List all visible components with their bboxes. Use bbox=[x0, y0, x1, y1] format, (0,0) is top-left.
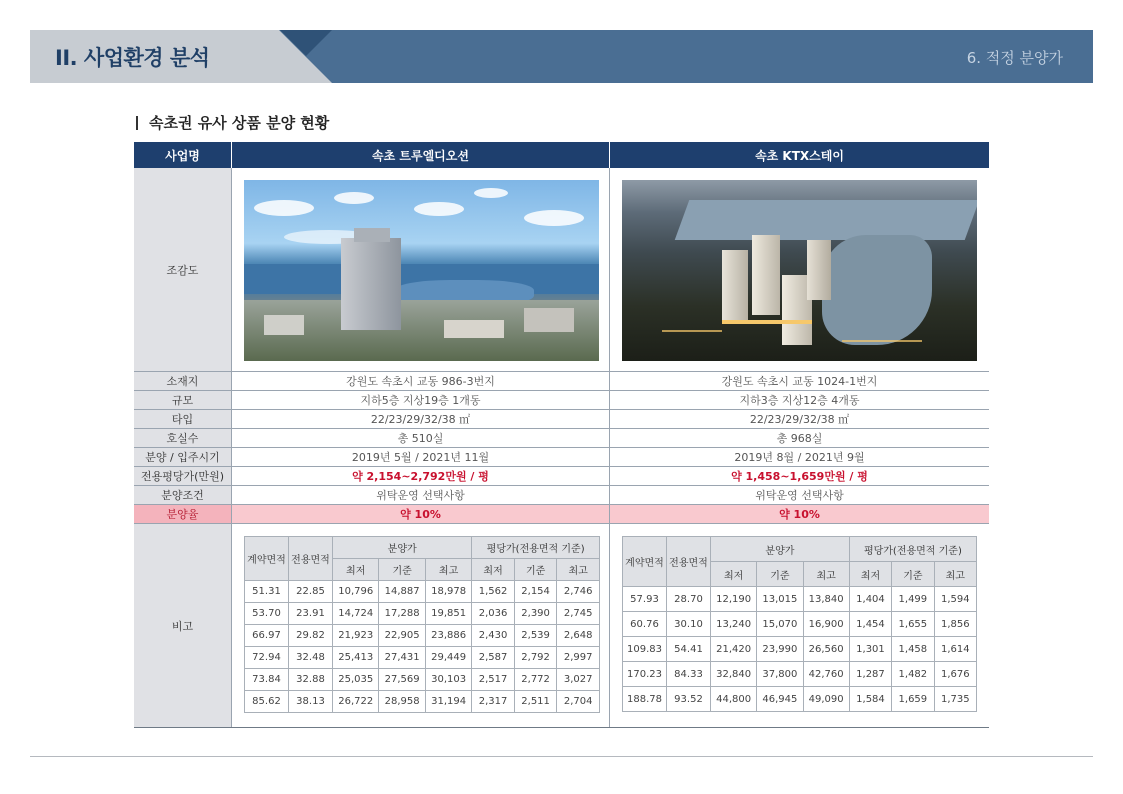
table-cell: 13,240 bbox=[711, 612, 757, 637]
table-cell: 30,103 bbox=[425, 669, 471, 691]
table-cell: 1,301 bbox=[849, 637, 891, 662]
table-row-highlight bbox=[134, 505, 989, 524]
footer-divider bbox=[30, 756, 1093, 757]
table-row bbox=[245, 669, 600, 691]
row-value-b: 약 1,458~1,659만원 / 평 bbox=[731, 470, 868, 483]
table-cell: 2,704 bbox=[557, 691, 600, 713]
table-cell: 42,760 bbox=[803, 662, 849, 687]
table-cell: 2,772 bbox=[514, 669, 557, 691]
row-value-a: 약 10% bbox=[232, 505, 610, 523]
table-cell: 1,454 bbox=[849, 612, 891, 637]
col-price: 분양가 bbox=[333, 537, 472, 559]
table-row bbox=[245, 603, 600, 625]
table-cell: 25,035 bbox=[333, 669, 379, 691]
table-cell: 2,587 bbox=[472, 647, 515, 669]
table-cell: 3,027 bbox=[557, 669, 600, 691]
row-label: 소재지 bbox=[134, 372, 232, 390]
table-cell: 2,317 bbox=[472, 691, 515, 713]
table-cell: 54.41 bbox=[667, 637, 711, 662]
table-cell: 30.10 bbox=[667, 612, 711, 637]
table-cell: 13,840 bbox=[803, 587, 849, 612]
page-header bbox=[30, 30, 1093, 83]
row-value-b: 약 10% bbox=[610, 505, 989, 523]
table-cell: 1,404 bbox=[849, 587, 891, 612]
table-cell: 1,659 bbox=[892, 687, 934, 712]
row-label: 호실수 bbox=[134, 429, 232, 447]
table-cell: 14,724 bbox=[333, 603, 379, 625]
subsection-label: 6. 적정 분양가 bbox=[966, 49, 1063, 67]
table-cell: 1,856 bbox=[934, 612, 976, 637]
table-cell: 66.97 bbox=[245, 625, 289, 647]
note-row-label: 비고 bbox=[134, 524, 232, 727]
table-cell: 2,997 bbox=[557, 647, 600, 669]
header-project-a: 속초 트루엘디오션 bbox=[232, 142, 610, 168]
header-project-b: 속초 KTX스테이 bbox=[610, 142, 989, 168]
table-cell: 2,539 bbox=[514, 625, 557, 647]
table-row bbox=[134, 486, 989, 505]
table-cell: 21,923 bbox=[333, 625, 379, 647]
col-price-per-pyeong: 평당가(전용면적 기준) bbox=[472, 537, 600, 559]
row-label: 분양조건 bbox=[134, 486, 232, 504]
table-cell: 2,746 bbox=[557, 581, 600, 603]
price-table-b bbox=[622, 536, 977, 712]
table-cell: 32.88 bbox=[289, 669, 333, 691]
table-cell: 44,800 bbox=[711, 687, 757, 712]
table-cell: 13,015 bbox=[757, 587, 803, 612]
table-cell: 29.82 bbox=[289, 625, 333, 647]
row-label: 분양 / 입주시기 bbox=[134, 448, 232, 466]
table-row bbox=[134, 391, 989, 410]
col-base: 기준 bbox=[757, 562, 803, 587]
col-exclusive-area: 전용면적 bbox=[667, 537, 711, 587]
table-row bbox=[623, 662, 977, 687]
table-cell: 27,569 bbox=[379, 669, 425, 691]
table-cell: 12,190 bbox=[711, 587, 757, 612]
table-row bbox=[623, 612, 977, 637]
rendering-image-a bbox=[244, 180, 599, 361]
table-cell: 25,413 bbox=[333, 647, 379, 669]
row-value-b: 강원도 속초시 교동 1024-1번지 bbox=[721, 375, 878, 388]
table-cell: 2,792 bbox=[514, 647, 557, 669]
row-value-a: 강원도 속초시 교동 986-3번지 bbox=[232, 372, 610, 390]
table-cell: 84.33 bbox=[667, 662, 711, 687]
table-cell: 1,676 bbox=[934, 662, 976, 687]
table-cell: 2,745 bbox=[557, 603, 600, 625]
row-label: 분양율 bbox=[134, 505, 232, 523]
row-value-a: 2019년 5월 / 2021년 11월 bbox=[232, 448, 610, 466]
table-row bbox=[245, 625, 600, 647]
table-cell: 28.70 bbox=[667, 587, 711, 612]
col-base: 기준 bbox=[379, 559, 425, 581]
col-price-per-pyeong: 평당가(전용면적 기준) bbox=[849, 537, 976, 562]
table-row bbox=[623, 637, 977, 662]
table-cell: 85.62 bbox=[245, 691, 289, 713]
table-cell: 188.78 bbox=[623, 687, 667, 712]
table-cell: 1,499 bbox=[892, 587, 934, 612]
table-row bbox=[245, 581, 600, 603]
col-max: 최고 bbox=[425, 559, 471, 581]
row-value-b: 지하3층 지상12층 4개동 bbox=[739, 394, 860, 407]
col-base: 기준 bbox=[514, 559, 557, 581]
table-cell: 26,560 bbox=[803, 637, 849, 662]
table-row bbox=[134, 372, 989, 391]
table-cell: 73.84 bbox=[245, 669, 289, 691]
table-cell: 23.91 bbox=[289, 603, 333, 625]
table-cell: 170.23 bbox=[623, 662, 667, 687]
table-cell: 1,655 bbox=[892, 612, 934, 637]
col-price: 분양가 bbox=[711, 537, 850, 562]
col-min: 최저 bbox=[333, 559, 379, 581]
row-value-a: 22/23/29/32/38 ㎡ bbox=[232, 410, 610, 428]
col-exclusive-area: 전용면적 bbox=[289, 537, 333, 581]
table-header-row bbox=[134, 142, 989, 168]
table-cell: 2,648 bbox=[557, 625, 600, 647]
table-row bbox=[134, 410, 989, 429]
col-max: 최고 bbox=[934, 562, 976, 587]
table-cell: 10,796 bbox=[333, 581, 379, 603]
table-cell: 21,420 bbox=[711, 637, 757, 662]
table-cell: 2,511 bbox=[514, 691, 557, 713]
table-cell: 28,958 bbox=[379, 691, 425, 713]
row-label: 규모 bbox=[134, 391, 232, 409]
table-cell: 1,594 bbox=[934, 587, 976, 612]
col-max: 최고 bbox=[557, 559, 600, 581]
table-cell: 37,800 bbox=[757, 662, 803, 687]
table-cell: 1,584 bbox=[849, 687, 891, 712]
table-cell: 14,887 bbox=[379, 581, 425, 603]
table-cell: 27,431 bbox=[379, 647, 425, 669]
table-cell: 26,722 bbox=[333, 691, 379, 713]
row-label: 타입 bbox=[134, 410, 232, 428]
row-value-a: 지하5층 지상19층 1개동 bbox=[232, 391, 610, 409]
table-cell: 1,458 bbox=[892, 637, 934, 662]
col-contract-area: 계약면적 bbox=[623, 537, 667, 587]
col-max: 최고 bbox=[803, 562, 849, 587]
table-cell: 109.83 bbox=[623, 637, 667, 662]
section-bar-icon bbox=[136, 116, 138, 130]
table-cell: 19,851 bbox=[425, 603, 471, 625]
table-cell: 1,614 bbox=[934, 637, 976, 662]
col-min: 최저 bbox=[472, 559, 515, 581]
table-row bbox=[623, 587, 977, 612]
row-value-b: 22/23/29/32/38 ㎡ bbox=[749, 413, 850, 426]
table-row bbox=[134, 429, 989, 448]
table-row bbox=[134, 467, 989, 486]
row-value-a: 약 2,154~2,792만원 / 평 bbox=[232, 467, 610, 485]
table-cell: 32.48 bbox=[289, 647, 333, 669]
price-table-a bbox=[244, 536, 600, 713]
table-cell: 2,517 bbox=[472, 669, 515, 691]
table-cell: 2,430 bbox=[472, 625, 515, 647]
table-cell: 38.13 bbox=[289, 691, 333, 713]
table-cell: 31,194 bbox=[425, 691, 471, 713]
table-cell: 16,900 bbox=[803, 612, 849, 637]
table-cell: 60.76 bbox=[623, 612, 667, 637]
table-cell: 32,840 bbox=[711, 662, 757, 687]
table-row bbox=[623, 687, 977, 712]
row-label: 전용평당가(만원) bbox=[134, 467, 232, 485]
table-cell: 2,154 bbox=[514, 581, 557, 603]
table-cell: 57.93 bbox=[623, 587, 667, 612]
table-cell: 46,945 bbox=[757, 687, 803, 712]
table-cell: 17,288 bbox=[379, 603, 425, 625]
table-cell: 1,287 bbox=[849, 662, 891, 687]
col-min: 최저 bbox=[711, 562, 757, 587]
table-cell: 1,735 bbox=[934, 687, 976, 712]
section-title: 속초권 유사 상품 분양 현황 bbox=[149, 114, 330, 132]
table-cell: 29,449 bbox=[425, 647, 471, 669]
chapter-title: II. 사업환경 분석 bbox=[55, 46, 210, 70]
table-cell: 53.70 bbox=[245, 603, 289, 625]
table-cell: 49,090 bbox=[803, 687, 849, 712]
col-contract-area: 계약면적 bbox=[245, 537, 289, 581]
table-cell: 2,036 bbox=[472, 603, 515, 625]
row-value-a: 총 510실 bbox=[232, 429, 610, 447]
col-base: 기준 bbox=[892, 562, 934, 587]
row-value-a: 위탁운영 선택사항 bbox=[232, 486, 610, 504]
table-cell: 72.94 bbox=[245, 647, 289, 669]
table-cell: 1,482 bbox=[892, 662, 934, 687]
table-cell: 23,990 bbox=[757, 637, 803, 662]
table-cell: 18,978 bbox=[425, 581, 471, 603]
table-cell: 2,390 bbox=[514, 603, 557, 625]
table-cell: 51.31 bbox=[245, 581, 289, 603]
row-value-b: 총 968실 bbox=[776, 432, 823, 445]
table-cell: 1,562 bbox=[472, 581, 515, 603]
header-label: 사업명 bbox=[134, 142, 232, 168]
table-cell: 22,905 bbox=[379, 625, 425, 647]
table-row bbox=[134, 448, 989, 467]
row-value-b: 2019년 8월 / 2021년 9월 bbox=[734, 451, 865, 464]
table-cell: 15,070 bbox=[757, 612, 803, 637]
table-cell: 93.52 bbox=[667, 687, 711, 712]
image-row-label: 조감도 bbox=[134, 168, 232, 371]
table-cell: 22.85 bbox=[289, 581, 333, 603]
col-min: 최저 bbox=[849, 562, 891, 587]
row-value-b: 위탁운영 선택사항 bbox=[755, 489, 844, 502]
table-row bbox=[245, 647, 600, 669]
rendering-image-b bbox=[622, 180, 977, 361]
table-row bbox=[245, 691, 600, 713]
table-cell: 23,886 bbox=[425, 625, 471, 647]
